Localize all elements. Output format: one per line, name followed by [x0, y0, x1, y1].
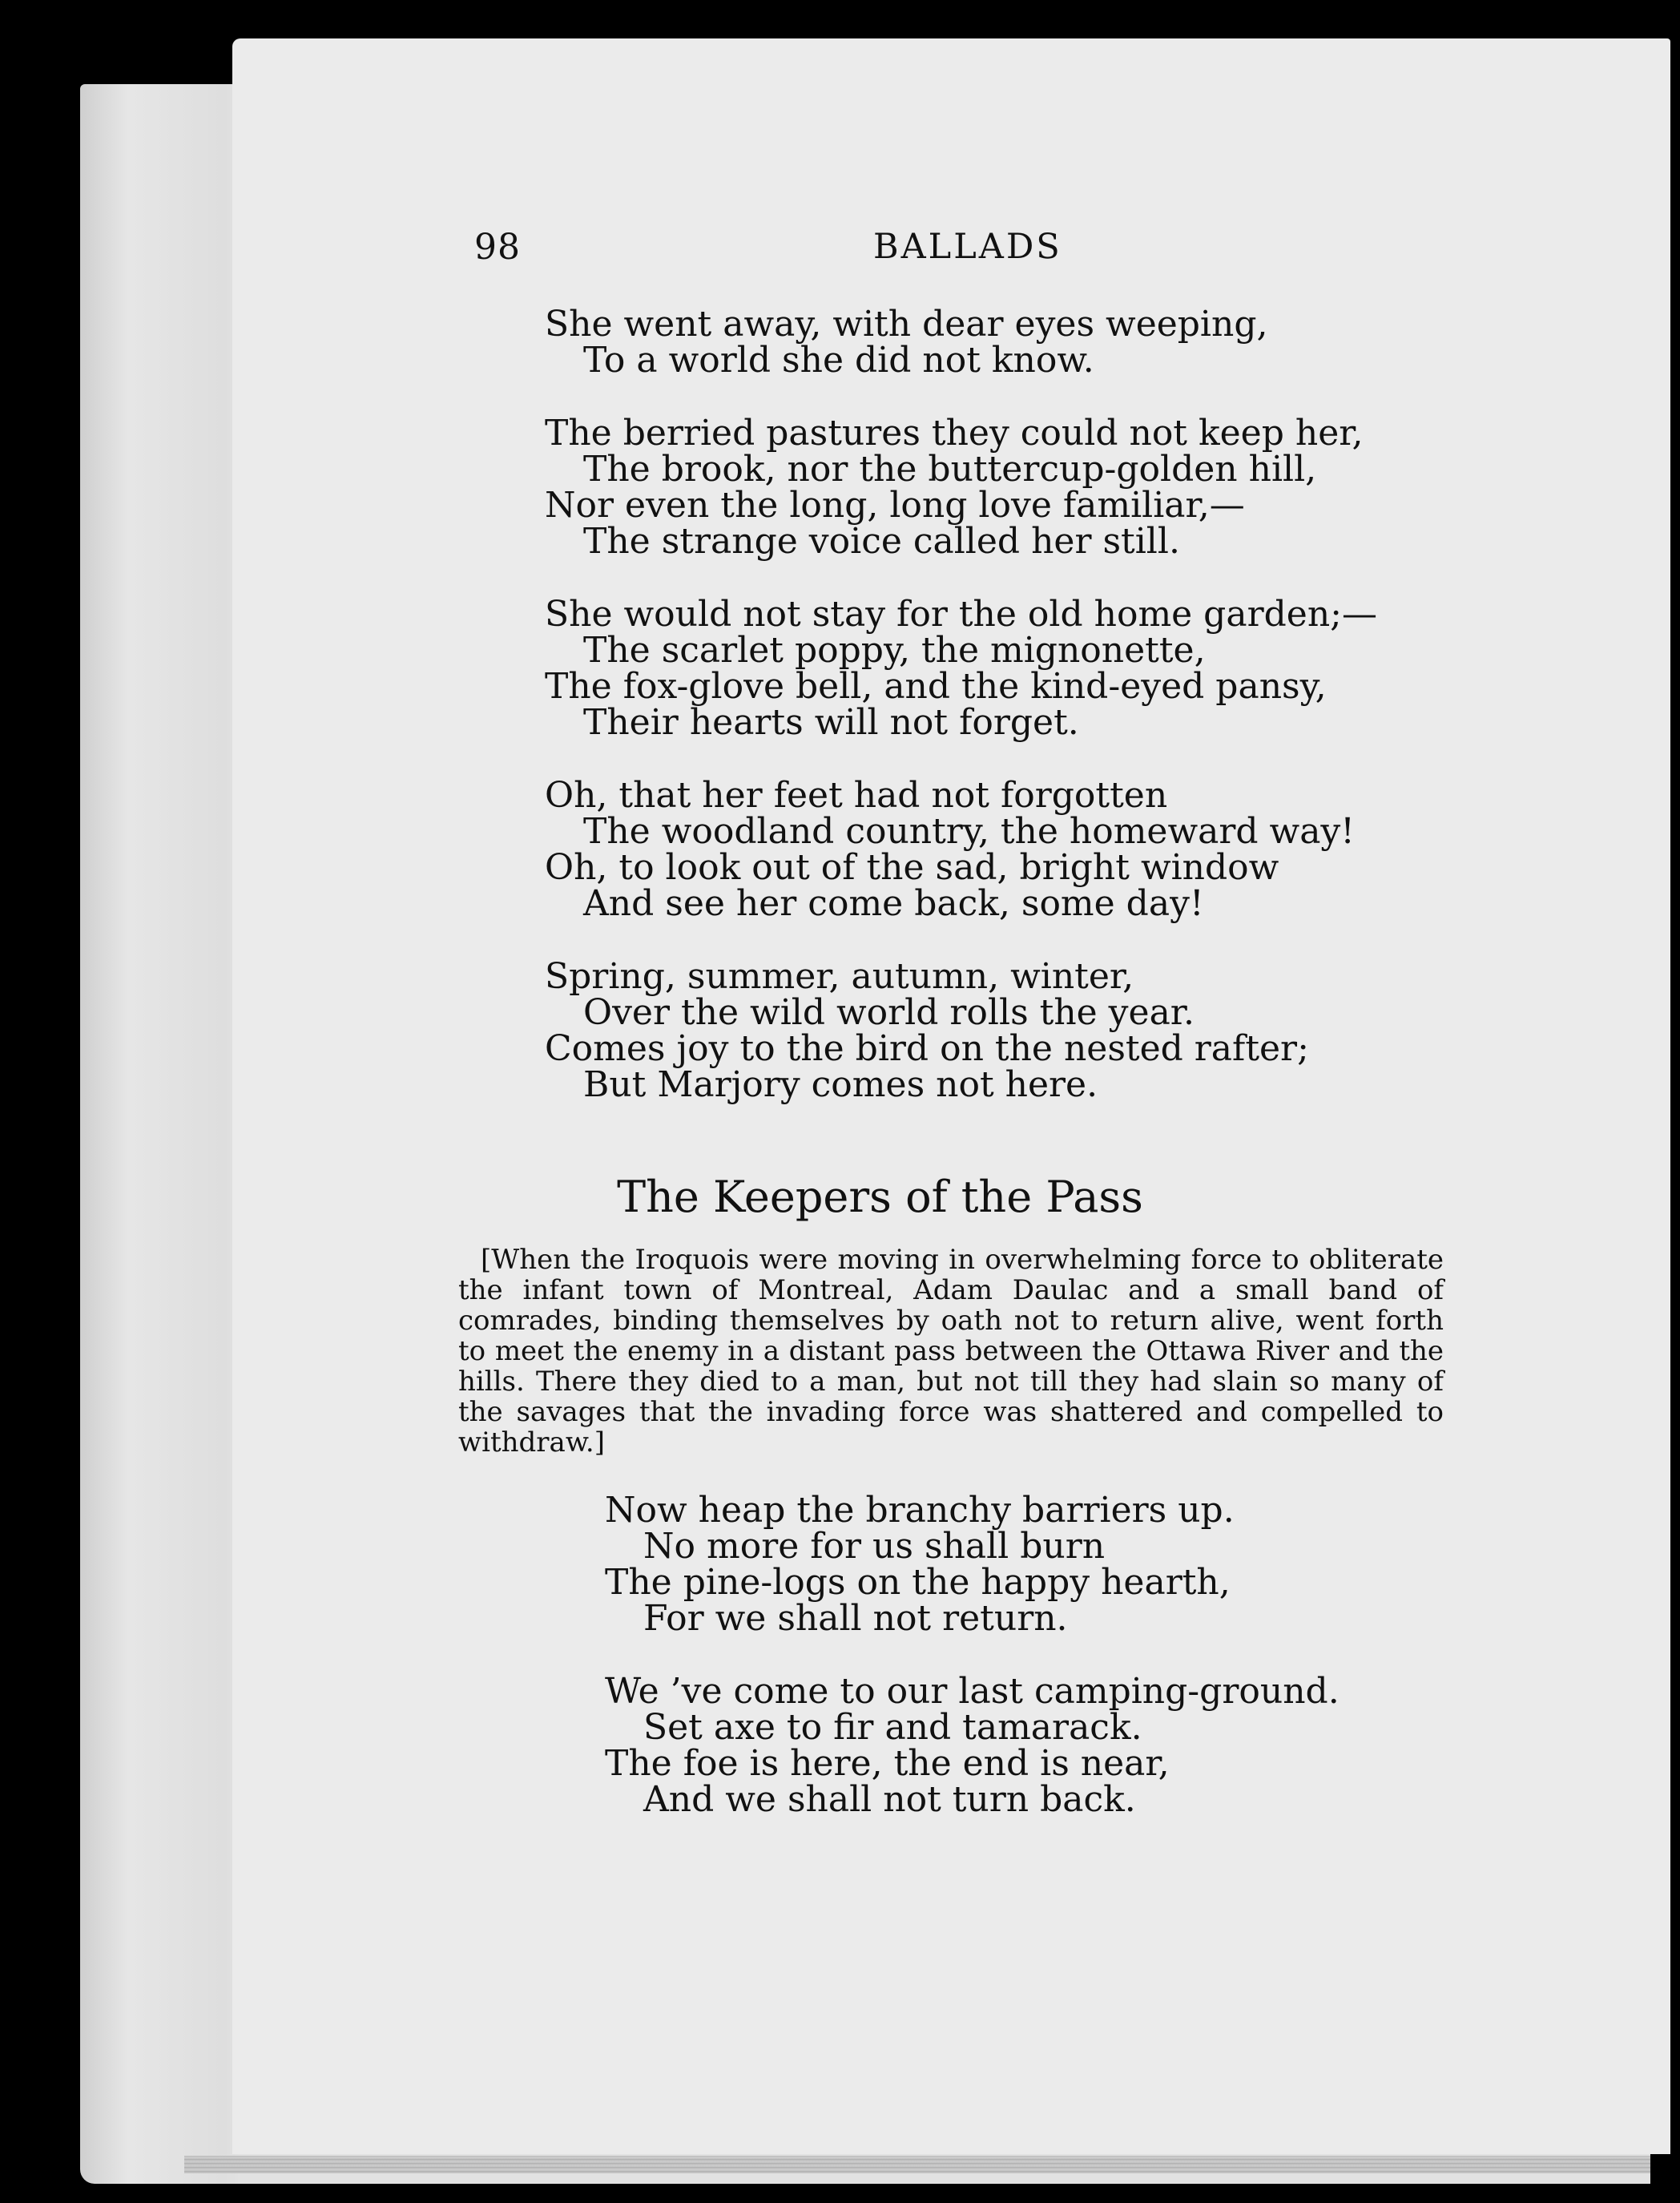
verse-line: The woodland country, the homeward way!	[583, 811, 1355, 852]
verse-line: For we shall not return.	[643, 1598, 1068, 1639]
section-title: The Keepers of the Pass	[617, 1172, 1143, 1222]
verse-line: The pine-logs on the happy hearth,	[605, 1562, 1231, 1603]
verse-line: Over the wild world rolls the year.	[583, 992, 1195, 1033]
page-number: 98	[474, 227, 521, 268]
poem-bottom	[605, 1492, 1340, 1818]
stanza	[545, 304, 1377, 381]
headnote: [When the Iroquois were moving in overwhelming force to obliterate the infant town of Montreal, Adam Daulac and a small band of comrades, binding themselves by oath not to return alive, went forth to meet the enemy in a distant pass between the Ottawa River and the hills. There they died to a man, but not till they had slain so many of the savages that the invading force was shattered and compelled to withdraw.]	[458, 1244, 1444, 1459]
verse-line: She would not stay for the old home garden;—	[545, 594, 1377, 635]
verse-line: And see her come back, some day!	[583, 883, 1204, 924]
page-bottom-edges	[184, 2156, 1650, 2173]
stanza	[605, 1490, 1340, 1639]
running-head	[0, 227, 1680, 275]
stanza	[545, 777, 1377, 922]
running-title: BALLADS	[873, 227, 1062, 267]
verse-line: But Marjory comes not here.	[583, 1064, 1098, 1105]
verse-line: The fox-glove bell, and the kind-eyed pansy,	[545, 666, 1327, 707]
verse-line: The brook, nor the buttercup-golden hill,	[583, 449, 1317, 490]
verse-line: Comes joy to the bird on the nested rafter;	[545, 1028, 1309, 1069]
stanza	[605, 1673, 1340, 1818]
verse-line: The foe is here, the end is near,	[605, 1743, 1170, 1784]
verse-line: No more for us shall burn	[643, 1526, 1106, 1567]
verse-line: Set axe to fir and tamarack.	[643, 1707, 1142, 1748]
stanza	[545, 958, 1377, 1103]
verse-line: And we shall not turn back.	[643, 1779, 1136, 1820]
verse-line: Oh, that her feet had not forgotten	[545, 775, 1168, 816]
stanza	[545, 413, 1377, 562]
poem-top	[545, 306, 1377, 1103]
verse-line: The berried pastures they could not keep her,	[545, 413, 1364, 454]
verse-line: Spring, summer, autumn, winter,	[545, 956, 1134, 997]
verse-line: She went away, with dear eyes weeping,	[545, 304, 1268, 345]
stanza	[545, 594, 1377, 743]
verse-line: We ’ve come to our last camping-ground.	[605, 1671, 1340, 1712]
verse-line: To a world she did not know.	[583, 340, 1094, 381]
verse-line: Their hearts will not forget.	[583, 702, 1079, 743]
verse-line: Now heap the branchy barriers up.	[605, 1490, 1235, 1531]
verse-line: The strange voice called her still.	[583, 521, 1180, 562]
verse-line: The scarlet poppy, the mignonette,	[583, 630, 1206, 671]
verse-line: Nor even the long, long love familiar,—	[545, 485, 1245, 526]
verse-line: Oh, to look out of the sad, bright window	[545, 847, 1279, 888]
